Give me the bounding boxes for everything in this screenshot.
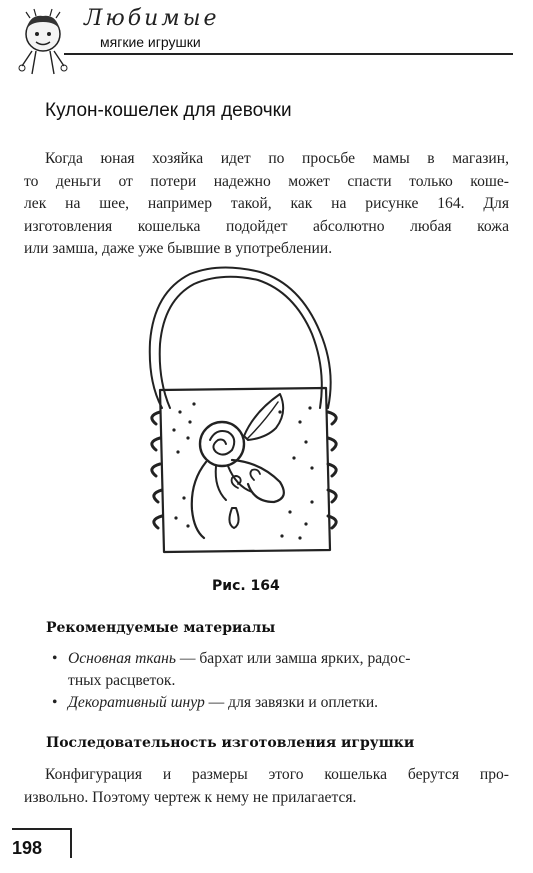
footer-rule [12,828,72,830]
material-text: тных расцветок. [68,672,176,689]
footer-rule-vertical [70,828,72,858]
material-text: — бархат или замша ярких, радос- [175,650,411,667]
running-header [0,0,533,80]
intro-line: или замша, даже уже бывшие в употреблении. [24,240,333,257]
material-term: Основная ткань [68,650,176,667]
series-title: мягкие игрушки [100,34,201,50]
header-rule [64,53,513,55]
page-number: 198 [12,838,43,858]
article-title: Кулон-кошелек для девочки [45,100,292,121]
materials-heading: Рекомендуемые материалы [46,620,276,636]
figure-caption: Рис. 164 [212,578,280,594]
intro-line: лек на шее, например такой, как на рисунке 164. Для [24,195,509,212]
sequence-line: Конфигурация и размеры этого кошелька берутся про- [45,766,509,783]
intro-line: Когда юная хозяйка идет по просьбе мамы в магазин, [45,150,509,167]
sequence-heading: Последовательность изготовления игрушки [46,735,415,751]
materials-list [46,648,511,714]
list-item: • Декоративный шнур — для завязки и оплетки. [52,694,379,711]
series-script-title: Любимые [84,6,220,31]
mascot-logo-icon [12,8,74,78]
sequence-paragraph [24,764,509,809]
purse-illustration [130,262,360,574]
intro-line: то деньги от потери надежно может спасти только коше- [24,172,509,190]
material-text: — для завязки и оплетки. [204,694,379,711]
material-term: Декоративный шнур [68,694,205,711]
intro-line: изготовления кошелька подойдет абсолютно любая кожа [24,217,509,235]
sequence-line: извольно. Поэтому чертеж к нему не прилагается. [24,788,357,806]
intro-paragraph [24,148,509,261]
list-item: • Основная ткань — бархат или замша ярких, радос- тных расцветок. [52,650,411,689]
